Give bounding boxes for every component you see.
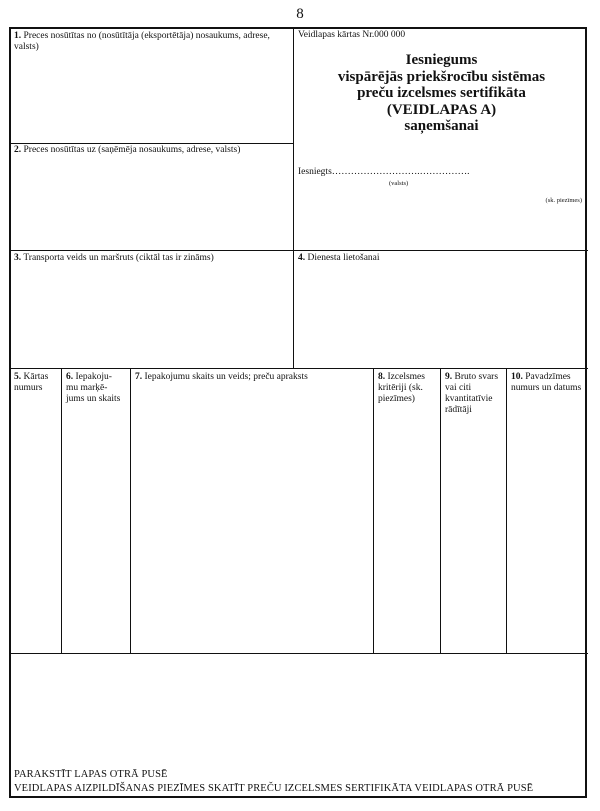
column-5-item-number: 5. Kārtas numurs xyxy=(14,372,49,393)
page-number: 8 xyxy=(296,6,304,22)
divider xyxy=(440,368,441,653)
divider xyxy=(10,250,588,251)
form-title: Iesniegums vispārējās priekšrocību sistēmas preču izcelsmes sertifikāta (VEIDLAPAS A) saņemšanai xyxy=(337,52,546,134)
column-6-marks: 6. Iepakoju-mu marķē-jums un skaits xyxy=(66,372,121,404)
divider xyxy=(506,368,507,653)
divider xyxy=(10,368,588,369)
column-7-description: 7. Iepakojumu skaits un veids; preču apraksts xyxy=(135,372,308,382)
divider xyxy=(61,368,62,653)
see-notes-hint: (sk. piezīmes) xyxy=(545,197,582,204)
divider xyxy=(130,368,131,653)
submitted-in-field[interactable]: Iesniegts……………………….……………. xyxy=(298,167,470,177)
box-4-official-use: 4. Dienesta lietošanai xyxy=(298,253,380,263)
divider xyxy=(10,143,293,144)
box-2-consignee[interactable]: 2. Preces nosūtītas uz (saņēmēja nosaukums, adrese, valsts) xyxy=(14,145,241,155)
column-9-gross-weight: 9. Bruto svars vai citi kvantitatīvie rādītāji xyxy=(445,372,499,415)
divider xyxy=(10,653,588,654)
box-3-transport[interactable]: 3. Transporta veids un maršruts (ciktāl tas ir zināms) xyxy=(14,253,214,263)
box-1-consignor[interactable]: 1. Preces nosūtītas no (nosūtītāja (eksportētāja) nosaukums, adrese, valsts) xyxy=(14,31,270,52)
column-10-invoice: 10. Pavadzīmes numurs un datums xyxy=(511,372,582,393)
footer-notes-reference: VEIDLAPAS AIZPILDĪŠANAS PIEZĪMES SKATĪT PREČU IZCELSMES SERTIFIKĀTA VEIDLAPAS OTRĀ PUSĒ xyxy=(14,783,534,794)
country-hint: (valsts) xyxy=(389,180,409,187)
footer-sign-note: PARAKSTĪT LAPAS OTRĀ PUSĒ xyxy=(14,769,168,780)
divider xyxy=(373,368,374,653)
column-8-origin-criteria: 8. Izcelsmes kritēriji (sk. piezīmes) xyxy=(378,372,425,404)
form-serial-number: Veidlapas kārtas Nr.000 000 xyxy=(298,30,406,40)
